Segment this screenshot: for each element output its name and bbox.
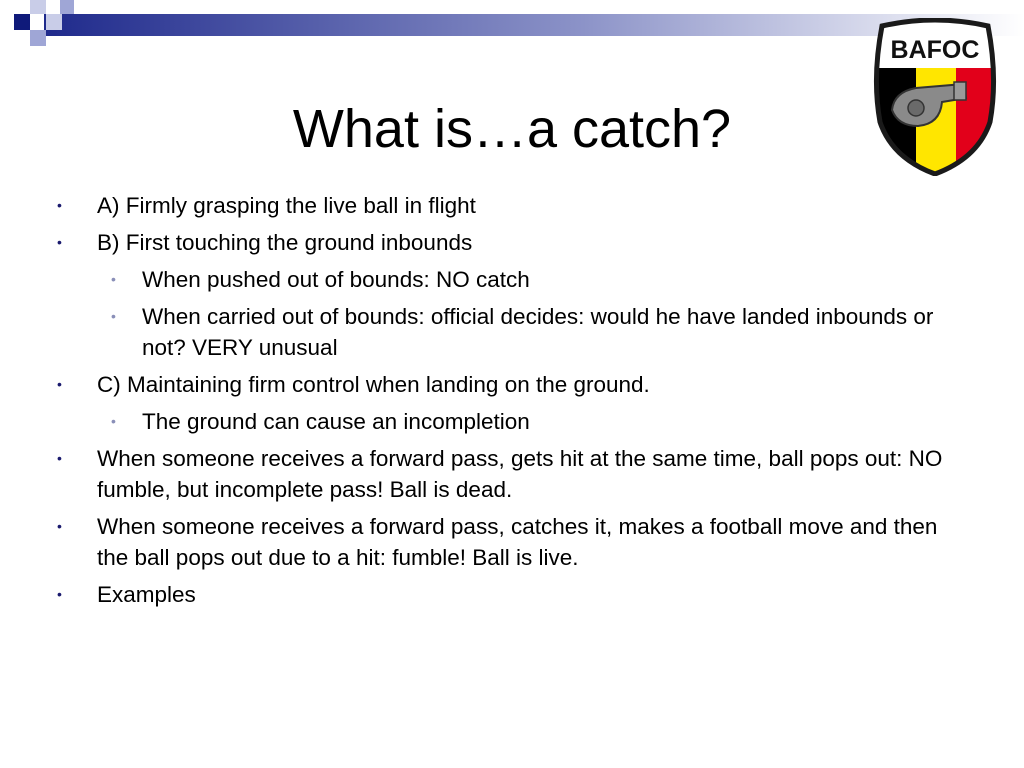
sub-bullet-marker: • bbox=[111, 271, 116, 287]
bullet-marker: • bbox=[57, 197, 62, 213]
bullet-item bbox=[54, 227, 974, 258]
sub-bullet-item bbox=[54, 406, 974, 437]
bullet-text: When someone receives a forward pass, catches it, makes a football move and then the ball pops out due to a hit: fumble! Ball is live. bbox=[97, 514, 938, 570]
slide-title: What is…a catch? bbox=[292, 99, 732, 159]
bullet-text: When someone receives a forward pass, gets hit at the same time, ball pops out: NO fumble, but incomplete pass! Ball is dead. bbox=[97, 446, 943, 502]
bullet-item bbox=[54, 190, 974, 221]
bafoc-logo bbox=[868, 18, 1002, 176]
bullet-marker: • bbox=[57, 586, 62, 602]
bullet-item bbox=[54, 579, 974, 610]
bullet-item bbox=[54, 369, 974, 400]
bullet-text: Examples bbox=[97, 582, 196, 607]
sub-bullet-marker: • bbox=[111, 413, 116, 429]
header-square bbox=[60, 0, 74, 14]
bullet-text: A) Firmly grasping the live ball in flight bbox=[97, 193, 476, 218]
bullet-marker: • bbox=[57, 376, 62, 392]
bullet-text: B) First touching the ground inbounds bbox=[97, 230, 473, 255]
header-square bbox=[14, 14, 30, 30]
bullet-item bbox=[54, 443, 974, 505]
bullet-text: C) Maintaining firm control when landing on the ground. bbox=[97, 372, 650, 397]
bullet-marker: • bbox=[57, 450, 62, 466]
sub-bullet-marker: • bbox=[111, 308, 116, 324]
sub-bullet-item bbox=[54, 264, 974, 295]
header-square bbox=[30, 0, 46, 14]
logo-text: BAFOC bbox=[890, 36, 980, 64]
header-square bbox=[14, 30, 30, 46]
header-square bbox=[30, 30, 46, 46]
sub-bullet-text: The ground can cause an incompletion bbox=[142, 409, 530, 434]
bullet-list bbox=[54, 190, 974, 616]
sub-bullet-item bbox=[54, 301, 974, 363]
bullet-marker: • bbox=[57, 234, 62, 250]
bullet-marker: • bbox=[57, 518, 62, 534]
header-square bbox=[46, 14, 62, 30]
sub-bullet-text: When carried out of bounds: official decides: would he have landed inbounds or not? VERY unusual bbox=[142, 304, 934, 360]
bullet-item bbox=[54, 511, 974, 573]
sub-bullet-text: When pushed out of bounds: NO catch bbox=[142, 267, 530, 292]
